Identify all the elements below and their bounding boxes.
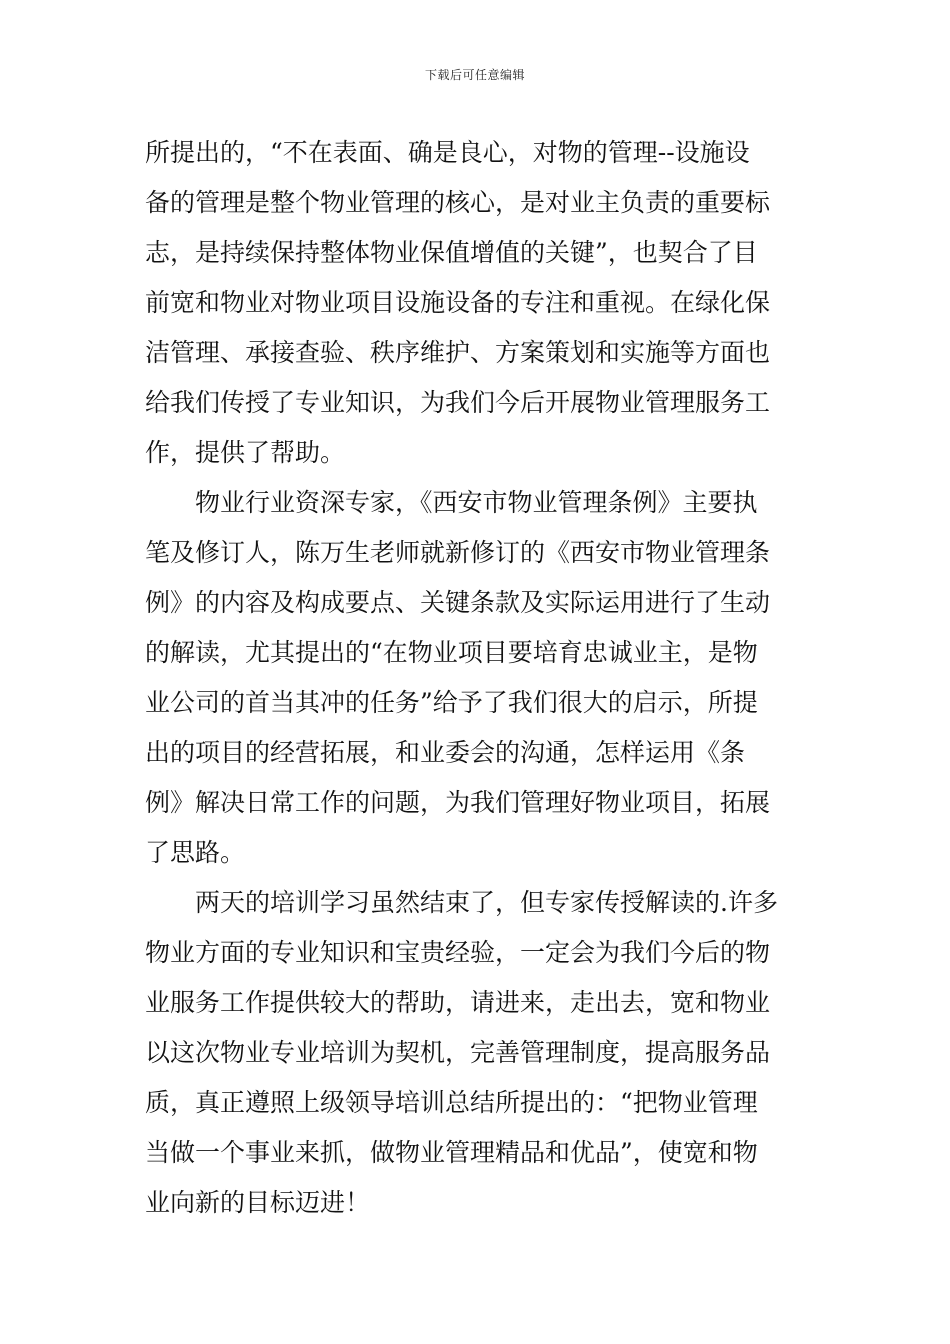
- text-line: 业向新的目标迈进！: [145, 1188, 371, 1217]
- text-line: 所提出的，“不在表面、确是良心，对物的管理--设施设: [145, 138, 750, 167]
- text-line: 质，真正遵照上级领导培训总结所提出的：“把物业管理: [145, 1088, 758, 1117]
- text-line: 当做一个事业来抓，做物业管理精品和优品”，使宽和物: [145, 1138, 758, 1167]
- paragraph: [145, 128, 810, 478]
- paragraph: [145, 878, 810, 1228]
- text-line: 例》解决日常工作的问题，为我们管理好物业项目，拓展: [145, 788, 771, 817]
- text-line: 物业方面的专业知识和宝贵经验，一定会为我们今后的物: [145, 938, 771, 967]
- text-line: 出的项目的经营拓展，和业委会的沟通，怎样运用《条: [145, 738, 746, 767]
- text-line: 物业行业资深专家，《西安市物业管理条例》主要执: [195, 488, 758, 517]
- text-line: 志，是持续保持整体物业保值增值的关键”，也契合了目: [145, 238, 758, 267]
- text-line: 给我们传授了专业知识，为我们今后开展物业管理服务工: [145, 388, 771, 417]
- text-line: 备的管理是整个物业管理的核心，是对业主负责的重要标: [145, 188, 771, 217]
- text-line: 两天的培训学习虽然结束了，但专家传授解读的.许多: [195, 888, 778, 917]
- text-line: 例》的内容及构成要点、关键条款及实际运用进行了生动: [145, 588, 771, 617]
- text-line: 以这次物业专业培训为契机，完善管理制度，提高服务品: [145, 1038, 771, 1067]
- paragraph: [145, 478, 810, 878]
- text-line: 洁管理、承接查验、秩序维护、方案策划和实施等方面也: [145, 338, 771, 367]
- text-line: 业服务工作提供较大的帮助，请进来，走出去，宽和物业: [145, 988, 771, 1017]
- document-body: [145, 128, 810, 1228]
- text-line: 的解读，尤其提出的“在物业项目要培育忠诚业主，是物: [145, 638, 758, 667]
- text-line: 了思路。: [145, 838, 246, 867]
- text-line: 作，提供了帮助。: [145, 438, 346, 467]
- page-header: 下载后可任意编辑: [424, 68, 525, 82]
- text-line: 前宽和物业对物业项目设施设备的专注和重视。在绿化保: [145, 288, 771, 317]
- text-line: 业公司的首当其冲的任务”给予了我们很大的启示，所提: [145, 688, 758, 717]
- text-line: 笔及修订人，陈万生老师就新修订的《西安市物业管理条: [145, 538, 771, 567]
